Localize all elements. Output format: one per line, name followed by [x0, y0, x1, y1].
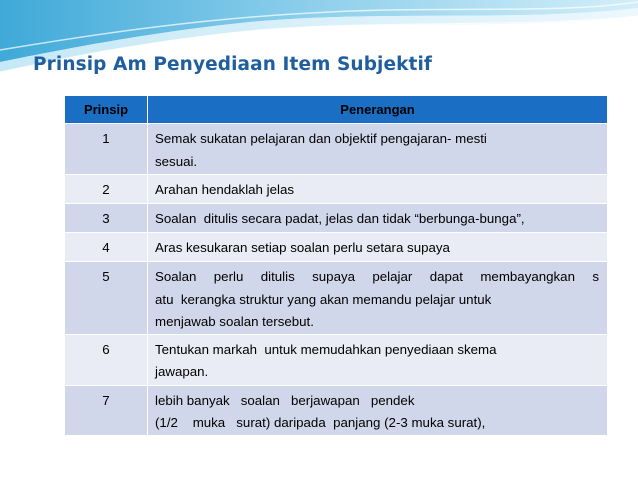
row-number: 2 — [65, 175, 148, 204]
header-penerangan: Penerangan — [148, 96, 608, 124]
table-header-row — [65, 96, 608, 124]
description-line: menjawab soalan tersebut. — [155, 314, 314, 329]
row-description — [148, 175, 608, 204]
description-line: Soalan perlu ditulis supaya pelajar dapat membayangkan s — [155, 269, 599, 284]
row-number: 4 — [65, 233, 148, 262]
row-description — [148, 262, 608, 335]
row-number: 1 — [65, 124, 148, 175]
header-prinsip: Prinsip — [65, 96, 148, 124]
description-line: Tentukan markah untuk memudahkan penyediaan skema — [155, 341, 497, 357]
description-line: atu kerangka struktur yang akan memandu pelajar untuk — [155, 291, 492, 307]
description-line: jawapan. — [155, 364, 209, 379]
principles-table — [64, 95, 608, 436]
description-line: Soalan ditulis secara padat, jelas dan tidak “berbunga-bunga”, — [155, 211, 525, 226]
row-description — [148, 385, 608, 435]
row-description — [148, 334, 608, 385]
table-row — [65, 233, 608, 262]
description-line: lebih banyak soalan berjawapan pendek — [155, 392, 415, 408]
row-number: 6 — [65, 334, 148, 385]
row-description — [148, 124, 608, 175]
table-row — [65, 175, 608, 204]
description-line: (1/2 muka surat) daripada panjang (2-3 muka surat), — [155, 415, 486, 430]
row-description — [148, 204, 608, 233]
table-row — [65, 262, 608, 335]
row-number: 3 — [65, 204, 148, 233]
description-line: Aras kesukaran setiap soalan perlu setara supaya — [155, 240, 450, 255]
description-line: Semak sukatan pelajaran dan objektif pengajaran- mesti — [155, 131, 487, 146]
row-number: 7 — [65, 385, 148, 435]
table-row — [65, 204, 608, 233]
description-line: sesuai. — [155, 153, 198, 169]
table-row — [65, 385, 608, 435]
description-line: Arahan hendaklah jelas — [155, 182, 294, 197]
table-row — [65, 334, 608, 385]
row-description — [148, 233, 608, 262]
row-number: 5 — [65, 262, 148, 335]
table-row — [65, 124, 608, 175]
slide-title: Prinsip Am Penyediaan Item Subjektif — [33, 54, 433, 75]
